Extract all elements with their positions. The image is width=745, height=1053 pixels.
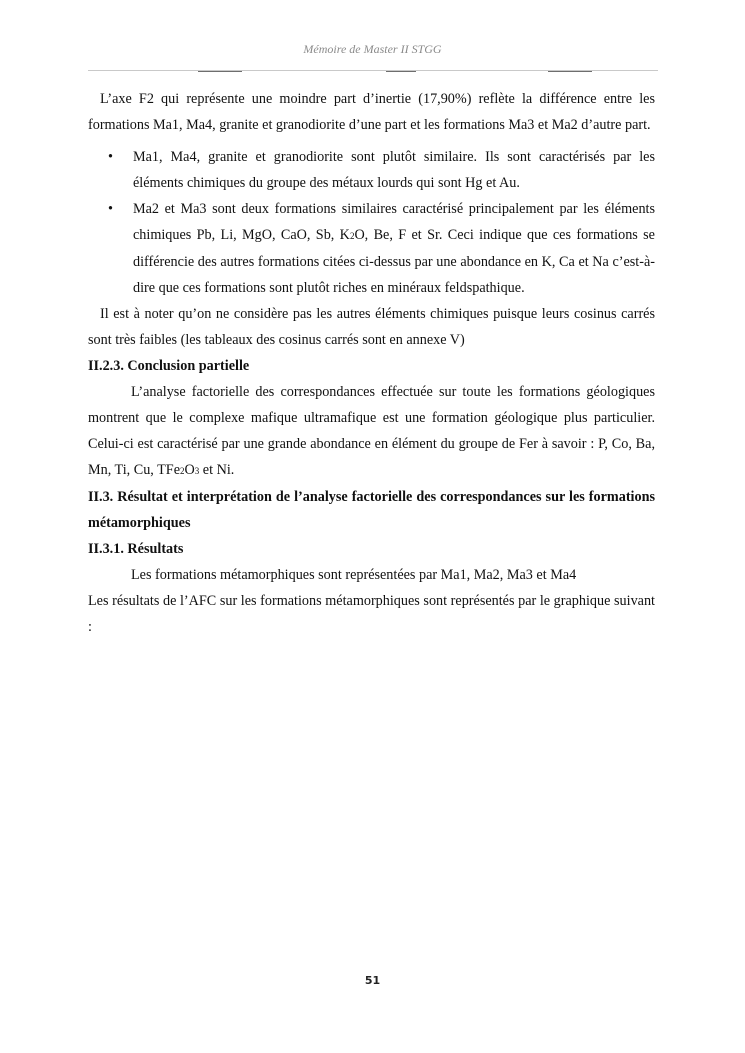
header-rule-accent [198,71,242,72]
section-heading-2-3: II.3. Résultat et interprétation de l’analyse factorielle des correspondances sur les formations métamorphiques [88,489,655,531]
header-rule-accent [548,71,592,72]
bullet-list [88,144,655,301]
list-item-text: O, Be, F et Sr. Ceci indique que ces formations se différencie des autres formations citées ci-dessus par une abondance en K, Ca et Na c’est-à-dire que ces formations sont plutôt riches en minéraux feldspathique. [133,227,655,296]
subscript: 3 [194,466,200,476]
bullet-icon: • [108,201,113,217]
list-item [88,144,655,196]
list-item [88,196,655,301]
section-heading-2-3-1: II.3.1. Résultats [88,541,184,557]
page-number: 51 [364,974,381,987]
paragraph-afc-results: Les résultats de l’AFC sur les formations métamorphiques sont représentés par le graphique suivant : [88,593,655,635]
section-heading-2-2-3: II.2.3. Conclusion partielle [88,358,250,374]
subscript: 2 [180,466,185,476]
paragraph-text: O [184,462,195,478]
paragraph-axis-f2: L’axe F2 qui représente une moindre part d’inertie (17,90%) reflète la différence entre les formations Ma1, Ma4, granite et granodiorite d’une part et les formations Ma3 et Ma2 d’autre part. [88,91,655,133]
page-header: Mémoire de Master II STGG [303,42,442,56]
paragraph-text: et Ni. [199,462,235,478]
paragraph-conclusion [88,379,655,484]
paragraph-text: L’analyse factorielle des correspondances effectuée sur toute les formations géologiques montrent que le complexe mafique ultramafique est une formation géologique plus particulier. Celui-ci est caractérisé par une grande abondance en élément du groupe de Fer à savoir : P, Co, Ba, Mn, Ti, Cu, TFe [88,384,655,478]
subscript: 2 [349,231,355,241]
list-item-text: Ma2 et Ma3 sont deux formations similaires caractérisé principalement par les éléments chimiques Pb, Li, MgO, CaO, Sb, K [133,201,655,243]
page-body [88,86,655,640]
list-item-text: Ma1, Ma4, granite et granodiorite sont plutôt similaire. Ils sont caractérisés par les éléments chimiques du groupe des métaux lourds qui sont Hg et Au. [133,149,655,191]
paragraph-note: Il est à noter qu’on ne considère pas les autres éléments chimiques puisque leurs cosinus carrés sont très faibles (les tableaux des cosinus carrés sont en annexe V) [88,306,655,348]
bullet-icon: • [108,149,113,165]
paragraph-metamorphic: Les formations métamorphiques sont représentées par Ma1, Ma2, Ma3 et Ma4 [131,567,577,583]
header-rule-accent [386,71,416,72]
